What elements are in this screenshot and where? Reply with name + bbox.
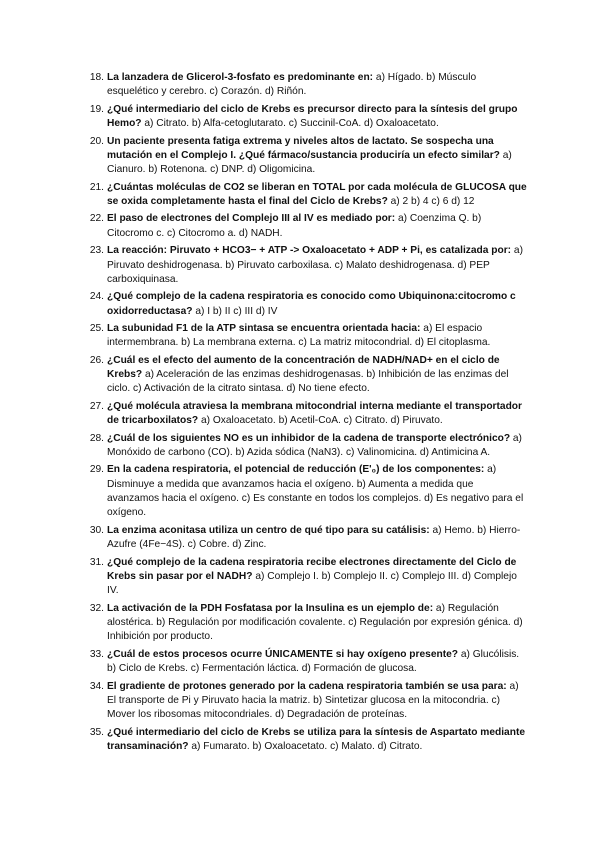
question-item — [84, 135, 528, 178]
answer-options: a) Glucólisis. b) Ciclo de Krebs. c) Fermentación láctica. d) Formación de glucosa. — [107, 648, 520, 675]
answer-options: a) Piruvato deshidrogenasa. b) Piruvato carboxilasa. c) Malato deshidrogenasa. d) PEP carboxiquinasa. — [107, 245, 523, 285]
question-text: ¿Cuál de los siguientes NO es un inhibidor de la cadena de transporte electrónico? — [107, 432, 511, 444]
question-number: 28. — [89, 432, 104, 444]
question-number: 32. — [89, 602, 104, 614]
question-number: 27. — [89, 400, 104, 412]
question-number: 20. — [89, 135, 104, 147]
answer-options: a) I b) II c) III d) IV — [192, 305, 278, 317]
question-item — [84, 432, 528, 461]
question-text: La activación de la PDH Fosfatasa por la Insulina es un ejemplo de: — [107, 602, 434, 614]
question-text: ¿Cuántas moléculas de CO2 se liberan en TOTAL por cada molécula de GLUCOSA que se oxida completamente hasta el final del Ciclo de Krebs? — [107, 181, 527, 207]
question-item — [84, 290, 528, 319]
question-number: 22. — [89, 213, 104, 225]
answer-options: a) Aceleración de las enzimas deshidrogenasas. b) Inhibición de las enzimas del ciclo. c) Activación de la citrato sintasa. d) No tiene efecto. — [107, 369, 509, 395]
answer-options: a) El espacio intermembrana. b) La membrana externa. c) La matriz mitocondrial. d) El citoplasma. — [107, 323, 491, 349]
question-text: ¿Cuál es el efecto del aumento de la concentración de NADH/NAD+ en el ciclo de Krebs? — [107, 354, 500, 381]
question-text: ¿Cuál de estos procesos ocurre ÚNICAMENTE si hay oxígeno presente? — [107, 648, 458, 660]
question-number: 33. — [89, 648, 104, 660]
answer-options: a) Hígado. b) Músculo esquelético y cerebro. c) Corazón. d) Riñón. — [107, 72, 477, 98]
question-text: El gradiente de protones generado por la cadena respiratoria también se usa para: — [107, 680, 507, 692]
question-item — [84, 244, 528, 287]
question-number: 30. — [89, 524, 104, 536]
answer-options: a) Oxaloacetato. b) Acetil-CoA. c) Citrato. d) Piruvato. — [198, 415, 443, 427]
question-item — [84, 463, 528, 520]
question-item — [84, 400, 528, 429]
question-number: 24. — [89, 291, 104, 303]
question-text: ¿Qué intermediario del ciclo de Krebs se utiliza para la síntesis de Aspartato mediante transaminación? — [107, 726, 526, 752]
question-item — [84, 602, 528, 645]
question-text: ¿Qué molécula atraviesa la membrana mitocondrial interna mediante el transportador de tricarboxilatos? — [107, 400, 522, 427]
answer-options: a) Fumarato. b) Oxaloacetato. c) Malato. d) Citrato. — [188, 740, 423, 752]
question-text: La lanzadera de Glicerol-3-fosfato es predominante en: — [107, 72, 374, 83]
question-text: La reacción: Piruvato + HCO3− + ATP -> Oxaloacetato + ADP + Pi, es catalizada por: — [107, 245, 512, 257]
answer-options: a) Hemo. b) Hierro-Azufre (4Fe−4S). c) Cobre. d) Zinc. — [107, 524, 521, 551]
question-item — [84, 181, 528, 210]
question-number: 31. — [89, 556, 104, 568]
question-number: 26. — [89, 354, 104, 366]
question-number: 35. — [89, 726, 104, 738]
question-text: ¿Qué complejo de la cadena respiratoria es conocido como Ubiquinona:citocromo c oxidorreductasa? — [107, 291, 516, 317]
question-text: En la cadena respiratoria, el potencial de reducción (E'₀) de los componentes: — [107, 464, 485, 476]
question-text: Un paciente presenta fatiga extrema y niveles altos de lactato. Se sospecha una mutación en el Complejo I. ¿Qué fármaco/sustancia produciría un efecto similar? — [107, 135, 500, 161]
question-item — [84, 680, 528, 723]
answer-options: a) Disminuye a medida que avanzamos hacia el oxígeno. b) Aumenta a medida que avanzamos hacia el oxígeno. c) Es constante en todos los complejos. d) Es negativo para el oxígeno. — [107, 464, 524, 519]
question-number: 21. — [89, 181, 104, 193]
question-text: El paso de electrones del Complejo III al IV es mediado por: — [107, 213, 396, 225]
question-item — [84, 212, 528, 241]
question-number: 23. — [89, 245, 104, 257]
answer-options: a) Monóxido de carbono (CO). b) Azida sódica (NaN3). c) Valinomicina. d) Antimicina A. — [107, 432, 522, 458]
question-text: La enzima aconitasa utiliza un centro de qué tipo para su catálisis: — [107, 524, 430, 536]
question-number: 34. — [89, 680, 104, 692]
question-item — [84, 322, 528, 351]
answer-options: a) 2 b) 4 c) 6 d) 12 — [387, 195, 475, 207]
answer-options: a) Citrato. b) Alfa-cetoglutarato. c) Succinil-CoA. d) Oxaloacetato. — [141, 118, 439, 130]
question-number: 29. — [89, 464, 104, 476]
question-item — [84, 103, 528, 132]
answer-options: a) Regulación alostérica. b) Regulación por modificación covalente. c) Regulación por expresión génica. d) Inhibición por producto. — [107, 602, 523, 643]
question-item — [84, 648, 528, 677]
question-item — [84, 726, 528, 755]
answer-options: a) Coenzima Q. b) Citocromo c. c) Citocromo a. d) NADH. — [107, 213, 482, 239]
question-text: La subunidad F1 de la ATP sintasa se encuentra orientada hacia: — [107, 323, 421, 335]
answer-options: a) Cianuro. b) Rotenona. c) DNP. d) Oligomicina. — [107, 149, 512, 176]
question-text: ¿Qué intermediario del ciclo de Krebs es precursor directo para la síntesis del grupo Hemo? — [107, 103, 518, 130]
question-list — [84, 71, 528, 757]
question-number: 18. — [89, 72, 104, 83]
question-item — [84, 71, 528, 100]
answer-options: a) Complejo I. b) Complejo II. c) Complejo III. d) Complejo IV. — [107, 570, 517, 597]
answer-options: a) El transporte de Pi y Piruvato hacia la matriz. b) Sintetizar glucosa en la mitocondria. c) Mover los ribosomas mitocondriales. d) Degradación de proteínas. — [107, 680, 519, 721]
question-item — [84, 354, 528, 397]
question-number: 19. — [89, 103, 104, 115]
question-text: ¿Qué complejo de la cadena respiratoria recibe electrones directamente del Ciclo de Krebs sin pasar por el NADH? — [107, 556, 517, 582]
question-item — [84, 524, 528, 553]
question-number: 25. — [89, 323, 104, 335]
question-item — [84, 556, 528, 599]
